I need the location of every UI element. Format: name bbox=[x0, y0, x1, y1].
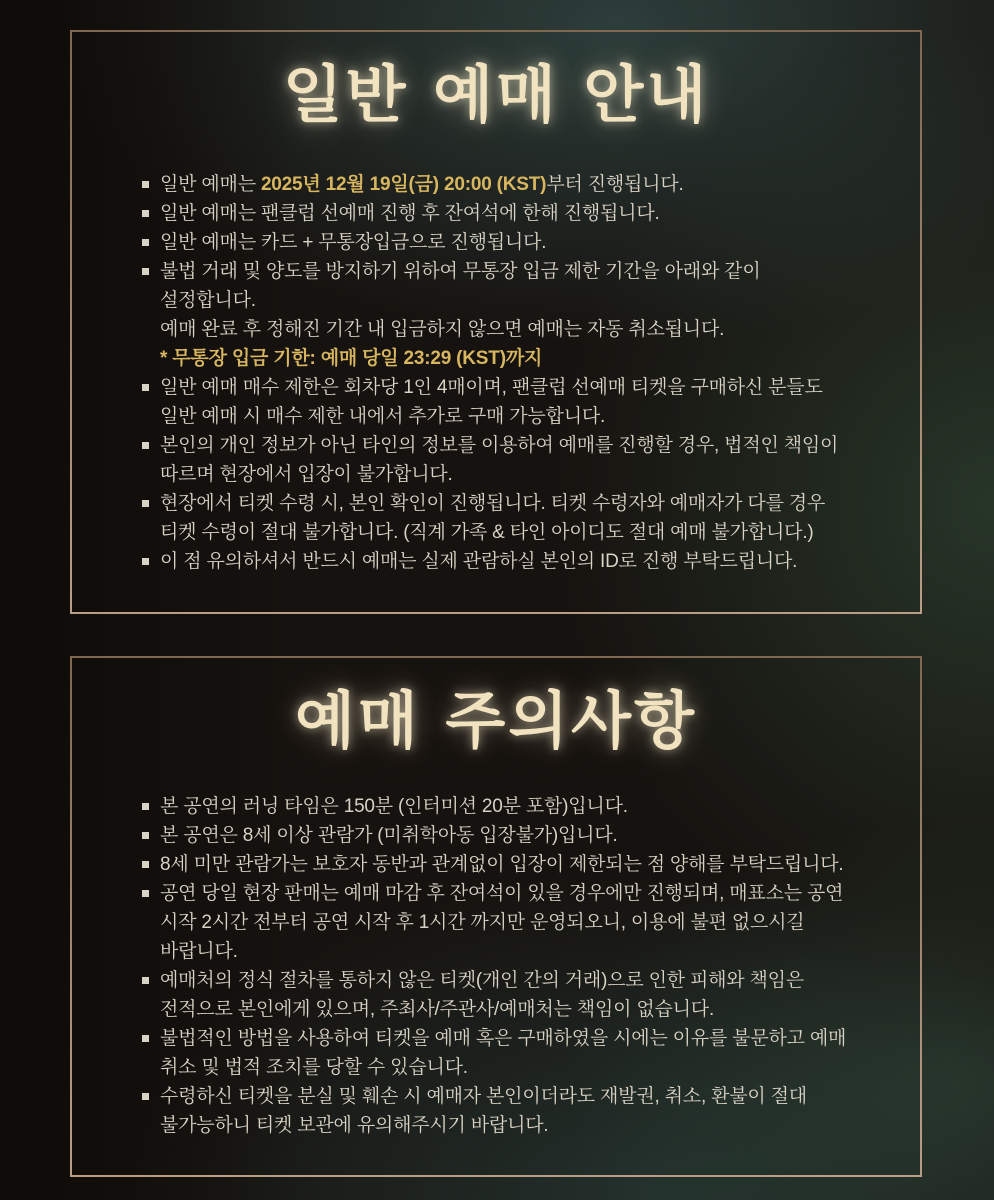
notice-line: 취소 및 법적 조치를 당할 수 있습니다. bbox=[160, 1057, 468, 1078]
bullet-square-icon bbox=[142, 861, 149, 868]
notice-line: 바랍니다. bbox=[160, 941, 238, 962]
notice-panel-caution bbox=[70, 656, 922, 1177]
item-content bbox=[160, 228, 880, 257]
bullet-square-icon bbox=[142, 239, 149, 246]
notice-line: 수령하신 티켓을 분실 및 훼손 시 예매자 본인이더라도 재발권, 취소, 환불이 절대 bbox=[160, 1086, 807, 1107]
bullet-square-icon bbox=[142, 1093, 149, 1100]
list-item bbox=[142, 850, 880, 879]
item-content bbox=[160, 792, 880, 821]
item-content bbox=[160, 966, 880, 1024]
list-item bbox=[142, 431, 880, 489]
item-content bbox=[160, 850, 880, 879]
bullet-square-icon bbox=[142, 977, 149, 984]
notice-line: 불법 거래 및 양도를 방지하기 위하여 무통장 입금 제한 기간을 아래와 같이 bbox=[160, 261, 761, 282]
panel-title: 예매 주의사항 bbox=[295, 684, 697, 757]
list-item bbox=[142, 170, 880, 199]
item-content bbox=[160, 170, 880, 199]
item-content bbox=[160, 821, 880, 850]
panel-title: 일반 예매 안내 bbox=[282, 58, 710, 131]
item-content bbox=[160, 547, 880, 576]
item-content bbox=[160, 489, 880, 547]
text-segment: 일반 예매는 bbox=[160, 174, 261, 195]
notice-line: 공연 당일 현장 판매는 예매 마감 후 잔여석이 있을 경우에만 진행되며, 매표소는 공연 bbox=[160, 883, 844, 904]
notice-line: 본인의 개인 정보가 아닌 타인의 정보를 이용하여 예매를 진행할 경우, 법적인 책임이 bbox=[160, 435, 839, 456]
list-item bbox=[142, 489, 880, 547]
item-content bbox=[160, 879, 880, 966]
list-item bbox=[142, 257, 880, 373]
notice-line: 일반 예매 시 매수 제한 내에서 추가로 구매 가능합니다. bbox=[160, 406, 606, 427]
deadline-highlight-line: * 무통장 입금 기한: 예매 당일 23:29 (KST)까지 bbox=[160, 348, 543, 369]
item-content bbox=[160, 257, 880, 373]
notice-line: 예매처의 정식 절차를 통하지 않은 티켓(개인 간의 거래)으로 인한 피해와 책임은 bbox=[160, 970, 804, 991]
highlight-text: 2025년 12월 19일(금) 20:00 (KST) bbox=[260, 174, 547, 195]
list-item bbox=[142, 879, 880, 966]
item-content bbox=[160, 199, 880, 228]
list-item bbox=[142, 373, 880, 431]
notice-line: 8세 미만 관람가는 보호자 동반과 관계없이 입장이 제한되는 점 양해를 부탁드립니다. bbox=[160, 854, 844, 875]
list-item bbox=[142, 547, 880, 576]
bullet-square-icon bbox=[142, 181, 149, 188]
item-content bbox=[160, 1024, 880, 1082]
notice-line: 설정합니다. bbox=[160, 290, 256, 311]
notice-line: 시작 2시간 전부터 공연 시작 후 1시간 까지만 운영되오니, 이용에 불편 없으시길 bbox=[160, 912, 805, 933]
notice-line: 전적으로 본인에게 있으며, 주최사/주관사/예매처는 책임이 없습니다. bbox=[160, 999, 715, 1020]
notice-line: 일반 예매는 팬클럽 선예매 진행 후 잔여석에 한해 진행됩니다. bbox=[160, 203, 660, 224]
notice-line: 불법적인 방법을 사용하여 티켓을 예매 혹은 구매하였을 시에는 이유를 불문하고 예매 bbox=[160, 1028, 847, 1049]
list-item bbox=[142, 966, 880, 1024]
notice-line: 불가능하니 티켓 보관에 유의해주시기 바랍니다. bbox=[160, 1115, 549, 1136]
notice-line: 티켓 수령이 절대 불가합니다. (직계 가족 & 타인 아이디도 절대 예매 불가합니다.) bbox=[160, 522, 814, 543]
notice-line: 따르며 현장에서 입장이 불가합니다. bbox=[160, 464, 453, 485]
item-content bbox=[160, 1082, 880, 1140]
notice-line bbox=[160, 170, 880, 199]
bullet-square-icon bbox=[142, 500, 149, 507]
list-item bbox=[142, 199, 880, 228]
bullet-square-icon bbox=[142, 890, 149, 897]
item-content bbox=[160, 373, 880, 431]
notice-line: 본 공연은 8세 이상 관람가 (미취학아동 입장불가)입니다. bbox=[160, 825, 618, 846]
notice-line: 현장에서 티켓 수령 시, 본인 확인이 진행됩니다. 티켓 수령자와 예매자가 다를 경우 bbox=[160, 493, 826, 514]
notice-line: 일반 예매는 카드 + 무통장입금으로 진행됩니다. bbox=[160, 232, 547, 253]
bullet-list bbox=[72, 170, 920, 576]
notice-line: 본 공연의 러닝 타임은 150분 (인터미션 20분 포함)입니다. bbox=[160, 796, 628, 817]
notice-line: 이 점 유의하셔서 반드시 예매는 실제 관람하실 본인의 ID로 진행 부탁드립니다. bbox=[160, 551, 798, 572]
bullet-square-icon bbox=[142, 210, 149, 217]
list-item bbox=[142, 1024, 880, 1082]
bullet-square-icon bbox=[142, 558, 149, 565]
notice-line: 일반 예매 매수 제한은 회차당 1인 4매이며, 팬클럽 선예매 티켓을 구매하신 분들도 bbox=[160, 377, 823, 398]
bullet-square-icon bbox=[142, 442, 149, 449]
bullet-square-icon bbox=[142, 832, 149, 839]
list-item bbox=[142, 821, 880, 850]
bullet-square-icon bbox=[142, 384, 149, 391]
text-segment: 부터 진행됩니다. bbox=[546, 174, 684, 195]
list-item bbox=[142, 1082, 880, 1140]
bullet-list bbox=[72, 792, 920, 1140]
bullet-square-icon bbox=[142, 1035, 149, 1042]
item-content bbox=[160, 431, 880, 489]
list-item bbox=[142, 228, 880, 257]
bullet-square-icon bbox=[142, 268, 149, 275]
list-item bbox=[142, 792, 880, 821]
notice-line: 예매 완료 후 정해진 기간 내 입금하지 않으면 예매는 자동 취소됩니다. bbox=[160, 319, 725, 340]
bullet-square-icon bbox=[142, 803, 149, 810]
notice-panel-general bbox=[70, 30, 922, 614]
